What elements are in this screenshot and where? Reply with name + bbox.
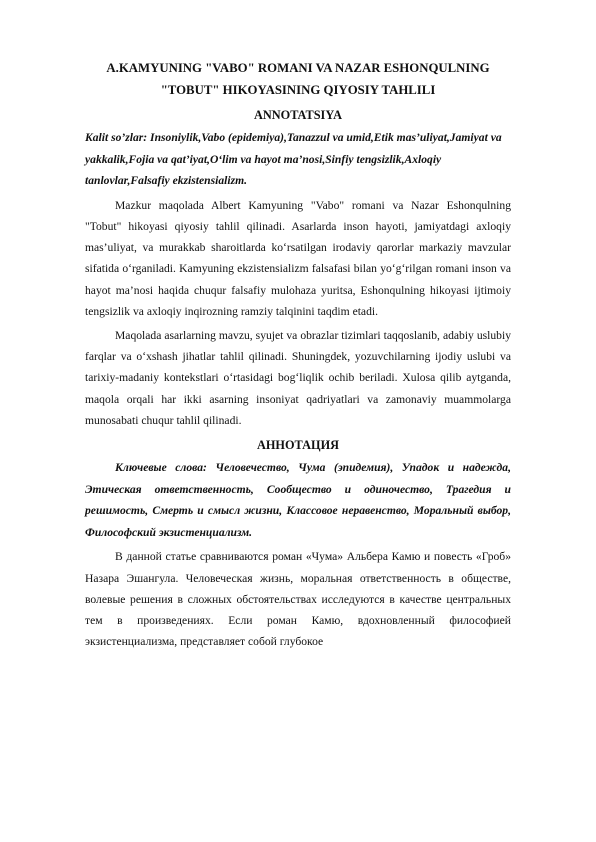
abstract-ru-paragraph-1: В данной статье сравниваются роман «Чума» Альбера Камю и повесть «Гроб» Назара Эшангула. Человеческая жизнь, моральная ответственность в обществе, волевые решения в сложных обстоятельствах исследуются в качестве центральных тем в произведениях. Если роман Камю, вдохновленный философией экзистенциализма, представляет собой глубокое	[85, 550, 511, 649]
keywords-ru: Ключевые слова: Человечество, Чума (эпидемия), Упадок и надежда, Этическая ответственность, Сообщество и одиночество, Трагедия и решимость, Смерть и смысл жизни, Классовое неравенство, Моральный выбор, Философский экзистенциализм.	[85, 461, 511, 539]
title-line-1: A.KAMYUNING "VABO" ROMANI VA NAZAR ESHONQULNING	[106, 61, 490, 75]
keywords-uz: Kalit so’zlar: Insoniylik,Vabo (epidemiya),Tanazzul va umid,Etik mas’uliyat,Jamiyat va yakkalik,Fojia va qat’iyat,O‘lim va hayot ma’nosi,Sinfiy tengsizlik,Axloqiy tanlovlar,Falsafiy ekzistensializm.	[85, 131, 502, 188]
article-title	[85, 57, 511, 101]
page-content	[85, 57, 511, 652]
annotation-uz-heading: ANNOTATSIYA	[254, 108, 342, 122]
abstract-uz-paragraph-1: Mazkur maqolada Albert Kamyuning "Vabo" romani va Nazar Eshonqulning "Tobut" hikoyasi qiyosiy tahlil qilinadi. Asarlarda inson hayoti, jamiyatdagi axloqiy mas’uliyat, va murakkab sharoitlarda ko‘rsatilgan irodaviy qarorlar markaziy mavzular sifatida o‘rganiladi. Kamyuning ekzistensializm falsafasi bilan yo‘g‘rilgan romani inson va hayot ma’nosi haqida chuqur falsafiy mulohaza yuritsa, Eshonqulning hikoyasi ijtimoiy tengsizlik va axloqiy inqirozning ramziy talqinini taqdim etadi.	[85, 198, 511, 318]
annotation-ru-heading: АННОТАЦИЯ	[256, 438, 340, 453]
abstract-uz-paragraph-2: Maqolada asarlarning mavzu, syujet va obrazlar tizimlari taqqoslanib, adabiy uslubiy farqlar va o‘xshash jihatlar tahlil qilinadi. Shuningdek, yozuvchilarning ijodiy uslubi va tarixiy-madaniy kontekstlari o‘rtasidagi bog‘liqlik ochib beriladi. Xulosa qilib aytganda, maqola orqali har ikki asarning insoniyat qadriyatlari va zamonaviy muammolarga munosabati chuqur tahlil qilinadi.	[85, 329, 511, 427]
title-line-2: "TOBUT" HIKOYASINING QIYOSIY TAHLILI	[160, 83, 436, 97]
